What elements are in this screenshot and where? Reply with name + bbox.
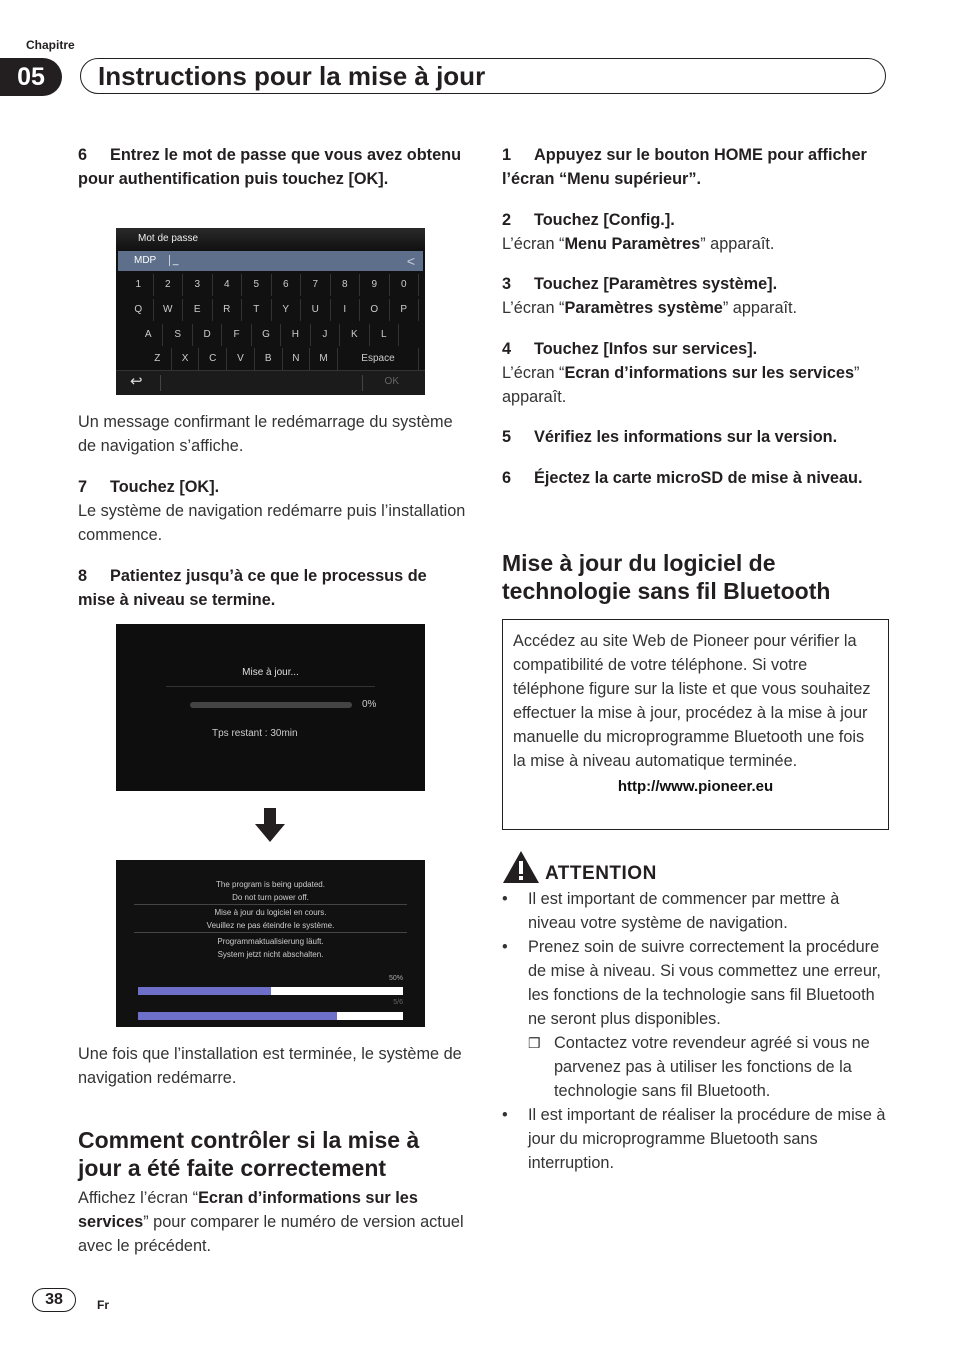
- key-espace[interactable]: Espace: [338, 348, 419, 370]
- step-7: [78, 475, 466, 547]
- section-heading: Comment contrôler si la mise à jour a été faite correctement: [78, 1127, 420, 1181]
- progress-percent: 0%: [362, 699, 377, 710]
- keyboard-title: Mot de passe: [116, 228, 425, 250]
- key-b[interactable]: B: [255, 348, 283, 370]
- step-text: Touchez [Infos sur services].: [534, 340, 758, 358]
- step-body: [502, 232, 890, 256]
- text-bold: Menu Paramètres: [564, 235, 701, 253]
- key-7[interactable]: 7: [301, 274, 331, 296]
- step-4: [502, 337, 890, 409]
- message-line: Veuillez ne pas éteindre le système.: [206, 921, 335, 930]
- chapter-label: Chapitre: [26, 38, 75, 52]
- chapter-title: Instructions pour la mise à jour: [98, 61, 486, 91]
- key-6[interactable]: 6: [272, 274, 302, 296]
- step-text: Patientez jusqu’à ce que le processus de mise à niveau se termine.: [78, 567, 427, 609]
- ok-button[interactable]: OK: [384, 376, 399, 387]
- divider: [160, 375, 161, 391]
- backspace-icon[interactable]: <: [406, 253, 415, 269]
- key-4[interactable]: 4: [213, 274, 243, 296]
- text-bold: Ecran d’informations sur les services: [78, 1189, 418, 1231]
- key-x[interactable]: X: [172, 348, 200, 370]
- step-number: 5: [502, 428, 512, 446]
- bar1-label: 50%: [388, 975, 403, 982]
- keyboard-bottom-bar: [116, 370, 425, 395]
- key-q[interactable]: Q: [124, 299, 154, 321]
- password-keyboard-screen: [116, 228, 425, 395]
- sub-bullet-text: Contactez votre revendeur agréé si vous ne parvenez pas à utiliser les fonctions de la technologie sans fil Bluetooth.: [554, 1034, 870, 1100]
- key-1[interactable]: 1: [124, 274, 154, 296]
- step-number: 1: [502, 146, 512, 164]
- key-9[interactable]: 9: [360, 274, 390, 296]
- text-pre: L’écran “: [502, 299, 565, 317]
- info-text: Accédez au site Web de Pioneer pour vérifier la compatibilité de votre téléphone. Si votre téléphone figure sur la liste et que vous souhaitez effectuer la mise à jour, procédez à la mise à jour manuelle du microprogramme Bluetooth une fois la mise à niveau automatique terminée.: [513, 632, 871, 770]
- key-row-asdf: [134, 324, 399, 346]
- key-2[interactable]: 2: [154, 274, 184, 296]
- update-progress-screen: [116, 624, 425, 791]
- step-3: [502, 272, 890, 320]
- divider: [134, 932, 407, 933]
- step-1: [502, 143, 890, 191]
- pioneer-link[interactable]: http://www.pioneer.eu: [617, 778, 774, 795]
- key-w[interactable]: W: [154, 299, 184, 321]
- step-text: Touchez [OK].: [110, 478, 220, 496]
- text-post: ” apparaît.: [700, 235, 775, 253]
- bullet-item: • Il est important de commencer par mettre à niveau votre système de navigation.: [502, 887, 890, 935]
- text-post: ” pour comparer le numéro de version actuel avec le précédent.: [78, 1213, 464, 1255]
- return-icon[interactable]: ↩: [130, 373, 143, 390]
- key-l[interactable]: L: [370, 324, 399, 346]
- key-k[interactable]: K: [340, 324, 369, 346]
- key-o[interactable]: O: [360, 299, 390, 321]
- key-e[interactable]: E: [183, 299, 213, 321]
- chapter-title-frame: [80, 58, 886, 94]
- para-restart-message: Un message confirmant le redémarrage du système de navigation s’affiche.: [78, 413, 453, 455]
- message-de: [116, 935, 425, 961]
- bar2-label: 5/6: [393, 999, 403, 1006]
- key-f[interactable]: F: [222, 324, 251, 346]
- message-line: System jetzt nicht abschalten.: [217, 950, 324, 959]
- checkbox-marker-icon: ❒: [528, 1035, 541, 1051]
- text-bold: Ecran d’informations sur les services: [564, 364, 855, 382]
- software-update-screen: [116, 860, 425, 1027]
- key-n[interactable]: N: [283, 348, 311, 370]
- key-row-qwerty: [124, 299, 419, 321]
- step-text: Touchez [Paramètres système].: [534, 275, 778, 293]
- key-y[interactable]: Y: [272, 299, 302, 321]
- bullet-text: Prenez soin de suivre correctement la procédure de mise à niveau. Si vous commettez une erreur, les fonctions de la technologie sans fil Bluetooth ne seront plus disponibles.: [528, 938, 881, 1028]
- message-en: [116, 878, 425, 904]
- key-row-digits: [124, 274, 419, 296]
- key-d[interactable]: D: [193, 324, 222, 346]
- progress-bar: [190, 702, 352, 708]
- key-c[interactable]: C: [199, 348, 227, 370]
- warning-icon: [502, 850, 540, 884]
- key-row-zxcv: [144, 348, 419, 370]
- bullet-item: • Il est important de réaliser la procédure de mise à jour du microprogramme Bluetooth sans interruption.: [502, 1103, 890, 1175]
- attention-title: ATTENTION: [545, 863, 657, 884]
- text-pre: L’écran “: [502, 235, 565, 253]
- step-text: Entrez le mot de passe que vous avez obtenu pour authentification puis touchez [OK].: [78, 146, 462, 188]
- step-text: Touchez [Config.].: [534, 211, 675, 229]
- message-line: The program is being updated.: [216, 880, 325, 889]
- key-0[interactable]: 0: [390, 274, 420, 296]
- key-5[interactable]: 5: [242, 274, 272, 296]
- message-line: Programmaktualisierung läuft.: [217, 937, 324, 946]
- key-u[interactable]: U: [301, 299, 331, 321]
- progress-bar-1: [138, 987, 403, 995]
- attention-list: [502, 887, 890, 1175]
- chapter-number: 05: [0, 58, 62, 96]
- message-line: Mise à jour du logiciel en cours.: [214, 908, 327, 917]
- text-bold: Paramètres système: [564, 299, 723, 317]
- step-number: 2: [502, 211, 512, 229]
- step-text: Vérifiez les informations sur la version.: [534, 428, 838, 446]
- remaining-time: Tps restant : 30min: [212, 728, 298, 739]
- key-p[interactable]: P: [390, 299, 420, 321]
- section-bluetooth: [502, 549, 890, 605]
- key-h[interactable]: H: [281, 324, 310, 346]
- progress-title: Mise à jour...: [242, 667, 299, 678]
- step-number: 7: [78, 478, 88, 496]
- page-number: 38: [32, 1288, 76, 1312]
- language-code: Fr: [97, 1298, 109, 1312]
- key-j[interactable]: J: [311, 324, 340, 346]
- divider: [362, 375, 363, 391]
- message-line: Do not turn power off.: [232, 893, 309, 902]
- key-g[interactable]: G: [252, 324, 281, 346]
- arrow-down-icon: [255, 808, 285, 842]
- key-i[interactable]: I: [331, 299, 361, 321]
- step-text: Éjectez la carte microSD de mise à niveau.: [534, 469, 863, 487]
- key-v[interactable]: V: [227, 348, 255, 370]
- progress-fill: [138, 987, 271, 995]
- step-8: [78, 564, 466, 612]
- section-body: [78, 1186, 466, 1258]
- key-r[interactable]: R: [213, 299, 243, 321]
- key-z[interactable]: Z: [144, 348, 172, 370]
- step-7-body: Le système de navigation redémarre puis l’installation commence.: [78, 502, 466, 544]
- key-s[interactable]: S: [163, 324, 192, 346]
- sub-bullet: [528, 1031, 890, 1103]
- key-t[interactable]: T: [242, 299, 272, 321]
- progress-fill: [138, 1012, 337, 1020]
- step-text: Appuyez sur le bouton HOME pour afficher l’écran “Menu supérieur”.: [502, 146, 867, 188]
- text-pre: Affichez l’écran “: [78, 1189, 199, 1207]
- progress-bar-2: [138, 1012, 403, 1020]
- divider: [166, 686, 375, 687]
- text-post: ” apparaît.: [722, 299, 798, 317]
- step-number: 4: [502, 340, 512, 358]
- input-label: MDP: [134, 255, 157, 266]
- step-number: 6: [502, 469, 512, 487]
- text-pre: L’écran “: [502, 364, 565, 382]
- step-number: 3: [502, 275, 512, 293]
- step-body: [502, 296, 890, 320]
- step-number: 6: [78, 146, 88, 164]
- input-value: _: [169, 255, 179, 266]
- step-5: [502, 425, 890, 449]
- step-6-right: [502, 466, 890, 490]
- text-post: ” apparaît.: [502, 364, 860, 406]
- divider: [134, 904, 407, 905]
- key-m[interactable]: M: [310, 348, 338, 370]
- step-number: 8: [78, 567, 88, 585]
- step-2: [502, 208, 890, 256]
- password-input[interactable]: [118, 251, 423, 271]
- step-6-left: [78, 143, 466, 191]
- section-heading: Mise à jour du logiciel de technologie sans fil Bluetooth: [502, 550, 831, 604]
- section-verify: [78, 1126, 466, 1258]
- message-fr: [116, 906, 425, 932]
- key-3[interactable]: 3: [183, 274, 213, 296]
- info-box: [502, 619, 889, 830]
- key-a[interactable]: A: [134, 324, 163, 346]
- step-body: [502, 361, 890, 409]
- bullet-item: [502, 935, 890, 1103]
- key-8[interactable]: 8: [331, 274, 361, 296]
- para-install-complete: Une fois que l’installation est terminée, le système de navigation redémarre.: [78, 1045, 462, 1087]
